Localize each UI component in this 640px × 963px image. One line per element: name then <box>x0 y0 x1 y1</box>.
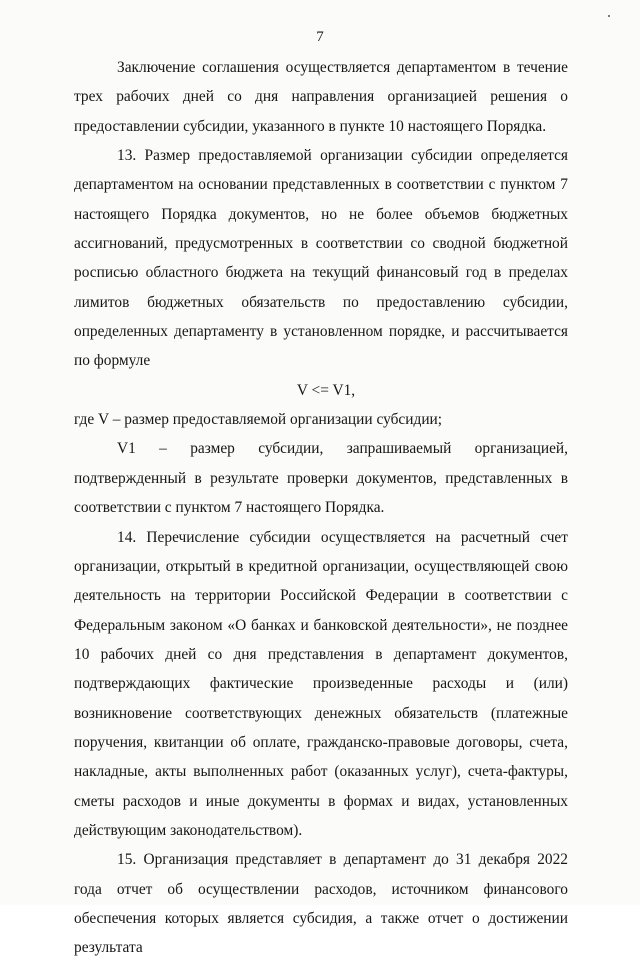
paragraph-agreement-conclusion: Заключение соглашения осуществляется департаментом в течение трех рабочих дней со дня направления организацией решения о предоставлении субсидии, указанного в пункте 10 настоящего Порядка. <box>74 59 568 135</box>
paragraph-15-report: 15. Организация представляет в департамент до 31 декабря 2022 года отчет об осуществлении расходов, источником финансового обеспечения которых является субсидия, а также отчет о достижении результата <box>74 851 568 957</box>
formula: V <= V1, <box>296 381 356 399</box>
document-body <box>74 53 568 963</box>
page-number: 7 <box>316 29 324 45</box>
paragraph-14-transfer: 14. Перечисление субсидии осуществляется на расчетный счет организации, открытый в кредитной организации, осуществляющей свою деятельность на территории Российской Федерации в соответствии с Федеральным законом «О банках и банковской деятельности», не позднее 10 рабочих дней со дня представления в департамент документов, подтверждающих фактические произведенные расходы и (или) возникновение соответствующих денежных обязательств (платежные поручения, квитанции об оплате, гражданско-правовые договоры, счета, накладные, акты выполненных работ (оказанных услуг), счета-фактуры, сметы расходов и иные документы в формах и видах, установленных действующим законодательством). <box>74 528 568 839</box>
scan-speck <box>608 15 610 17</box>
formula-definition-v: где V – размер предоставляемой организации субсидии; <box>74 411 443 429</box>
formula-definition-v1: V1 – размер субсидии, запрашиваемый организацией, подтвержденный в результате проверки документов, представленных в соответствии с пунктом 7 настоящего Порядка. <box>74 440 568 517</box>
paragraph-13-subsidy-amount: 13. Размер предоставляемой организации субсидии определяется департаментом на основании представленных в соответствии с пунктом 7 настоящего Порядка документов, но не более объемов бюджетных ассигнований, предусмотренных в соответствии со сводной бюджетной росписью областного бюджета на текущий финансовый год в пределах лимитов бюджетных обязательств по предоставлению субсидии, определенных департаменту в установленном порядке, и рассчитывается по формуле <box>74 147 568 370</box>
